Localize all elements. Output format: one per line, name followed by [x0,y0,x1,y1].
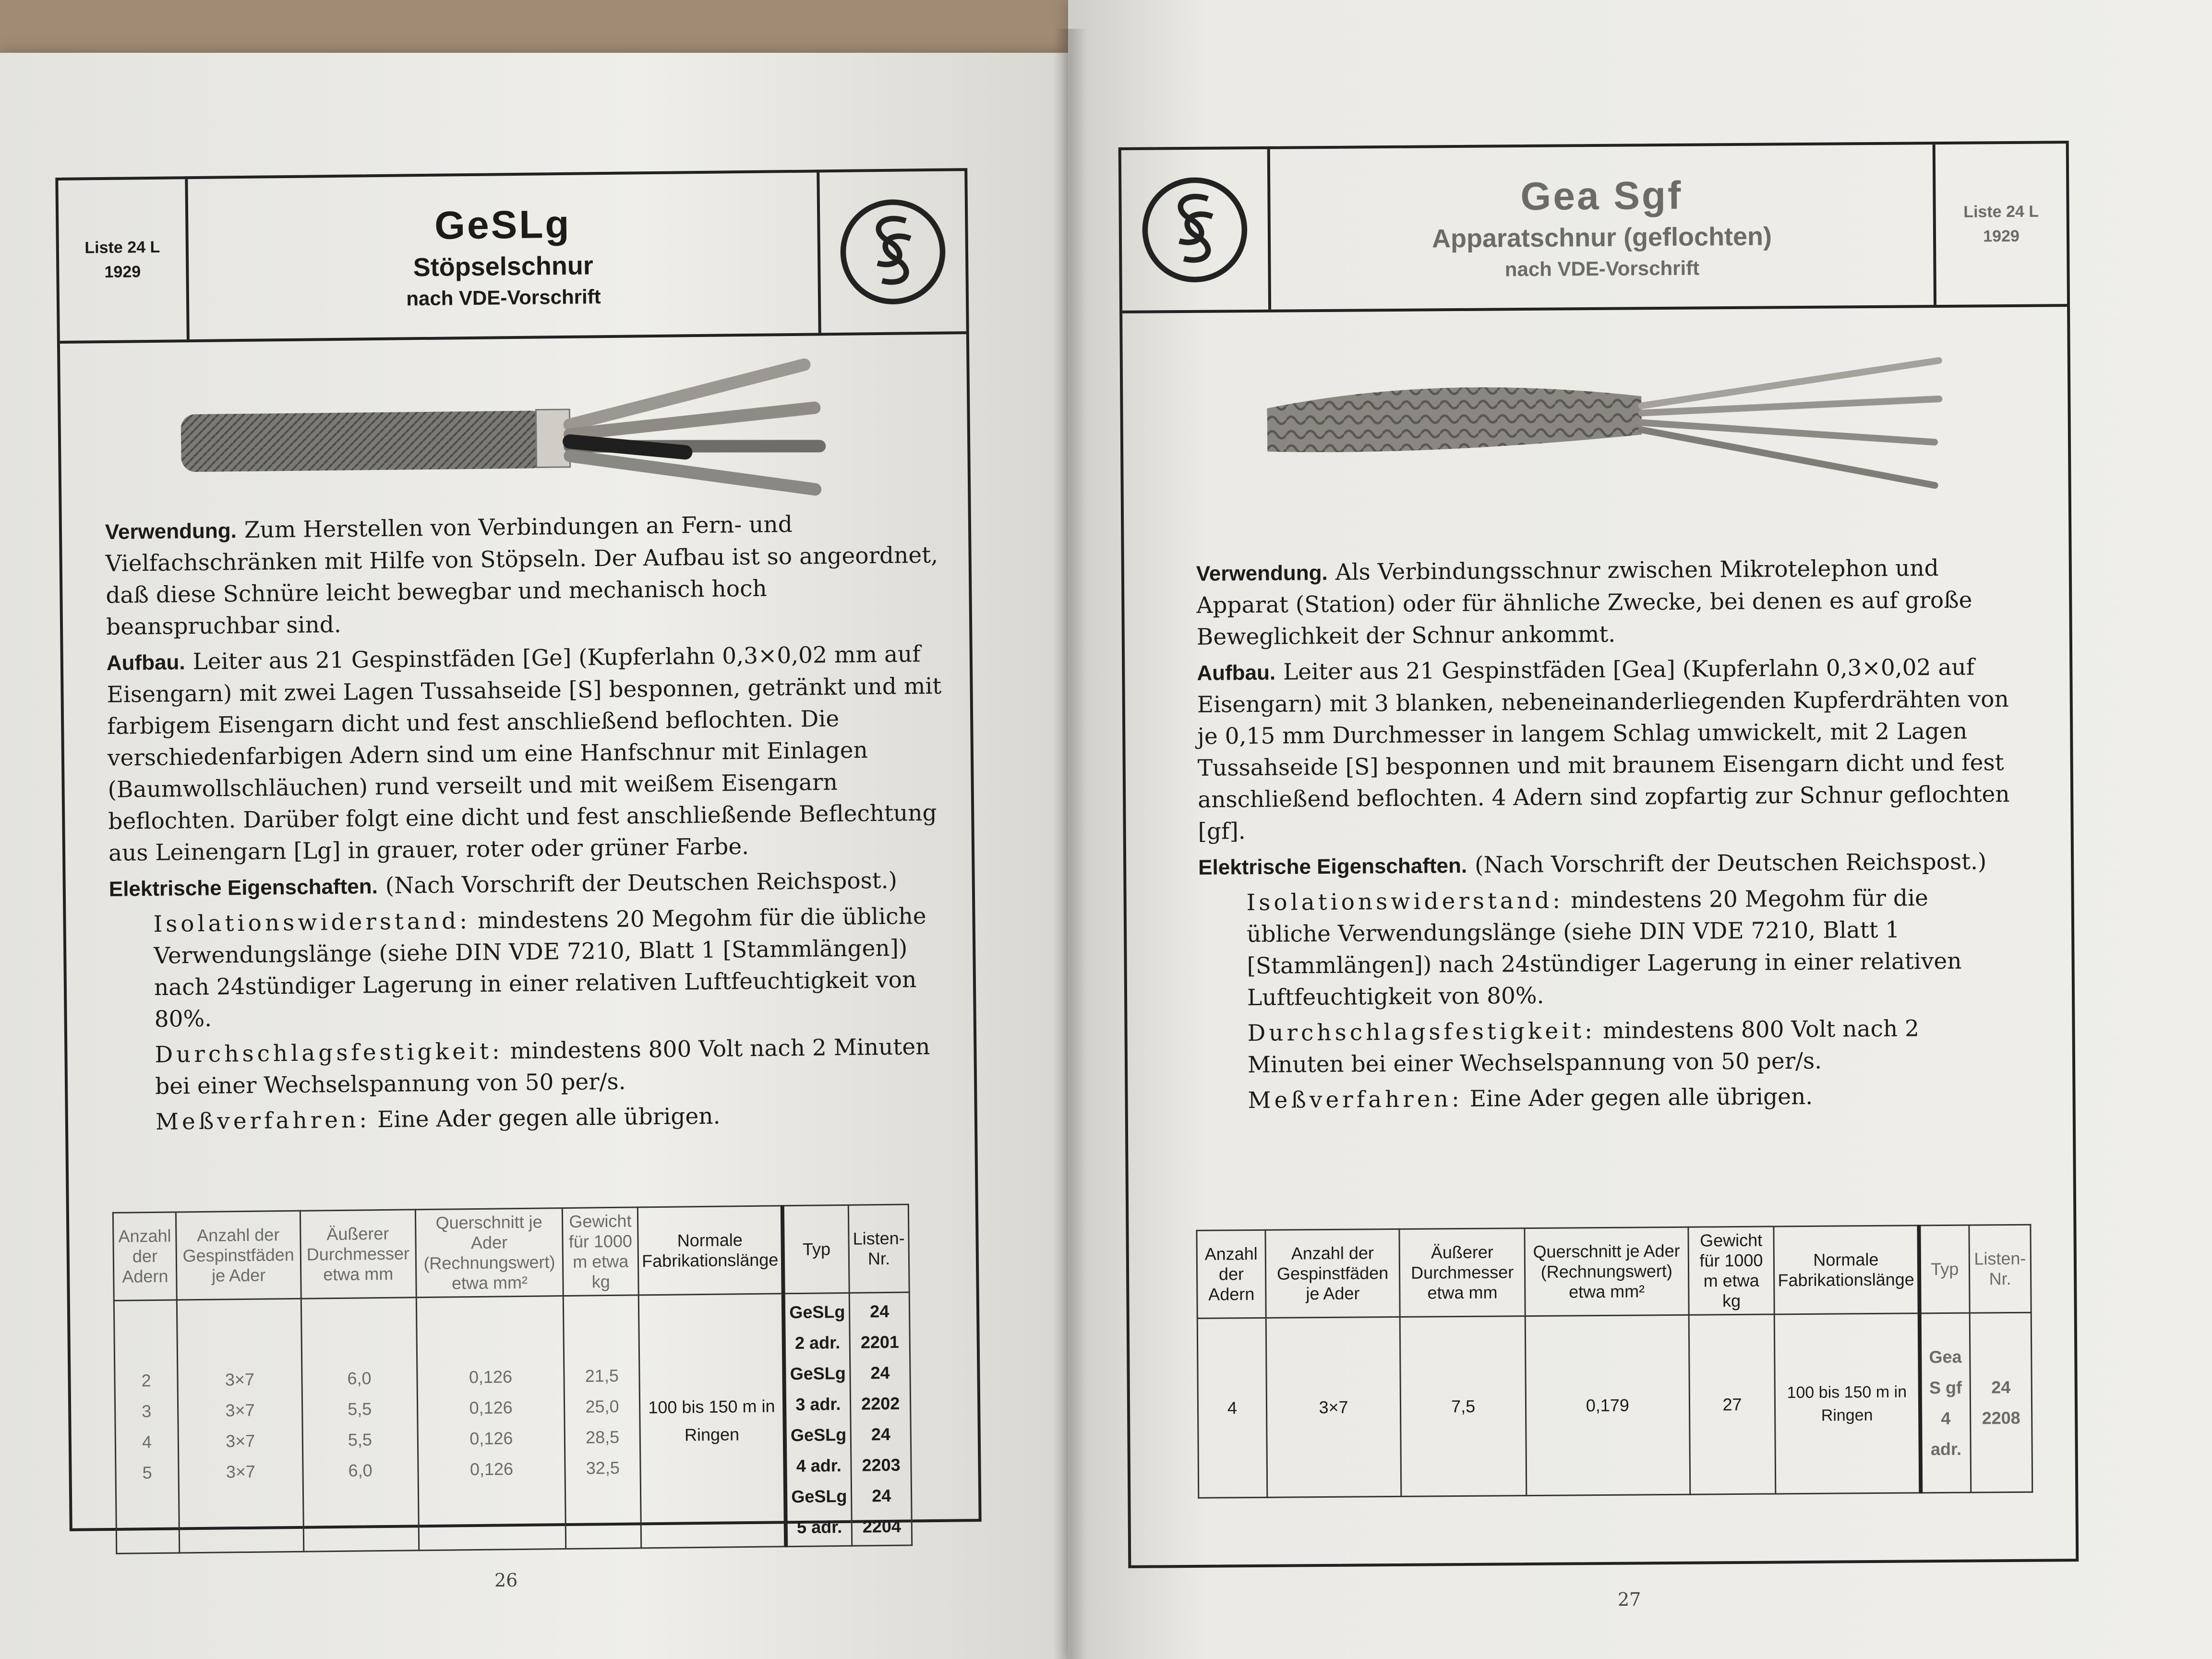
right-th-querschnitt: Querschnitt je Ader (Rechnungswert) etwa mm² [1525,1227,1689,1316]
left-th-adern: Anzahl der Adern [113,1212,177,1300]
right-logo-cell [1121,149,1271,311]
left-catalog-frame [55,168,981,1538]
left-th-gewicht: Gewicht für 1000 m etwa kg [563,1207,639,1296]
left-aufbau-text: Leiter aus 21 Gespinstfäden [Ge] (Kupferlahn 0,3×0,02 mm auf Eisengarn) mit zwei Lagen Tussahseide [S] besponnen, getränkt und mit farbigem Eisengarn dicht und fest anschließend beflochten. Die verschiedenfarbigen Adern sind um eine Hanfschnur mit Einlagen (Baumwollschläuchen) rund verseilt und mit weißem Eisengarn beflochten. Darüber folgt eine dicht und fest anschließende Beflechtung aus Leinengarn [Lg] in grauer, roter oder grüner Farbe. [107,641,942,866]
right-body-text [1196,552,2016,1121]
left-r2-adern: 3 [142,1401,152,1421]
left-r2-durchmesser: 5,5 [347,1399,372,1419]
right-cell-querschnitt: 0,179 [1525,1315,1690,1495]
left-cell-gespinst [177,1298,303,1553]
left-header [58,171,966,344]
left-product-code: GeSLg [434,202,571,248]
right-cell-listennr: 24 2208 [1970,1312,2032,1492]
left-cell-querschnitt [416,1296,566,1551]
right-durchschlag-text: mindestens 800 Volt nach 2 Minuten bei einer Wechselspannung von 50 per/s. [1247,1015,1920,1079]
right-product-code: Gea Sgf [1520,173,1683,219]
left-r4-querschnitt: 0,126 [469,1459,514,1479]
left-isolation-label: Isolationswiderstand: [153,908,471,938]
left-title-cell [188,172,818,339]
left-r2-typ: GeSLg 3 adr. [790,1363,846,1415]
left-verwendung-text: Zum Herstellen von Verbindungen an Fern- und Vielfachschränken mit Hilfe von Stöpseln. Der Aufbau ist so angeordnet, daß diese Schnüre leicht bewegbar und mechanisch hoch beanspruchbar sind. [105,511,938,640]
right-cell-durchmesser: 7,5 [1400,1316,1527,1497]
left-r4-durchmesser: 6,0 [348,1460,373,1480]
left-r2-gespinst: 3×7 [225,1400,255,1420]
right-liste-cell [1933,144,2067,305]
right-aufbau-text: Leiter aus 21 Gespinstfäden [Gea] (Kupferlahn 0,3×0,02 auf Eisengarn) mit 3 blanken, nebeneinanderliegenden Kupferdrähten von je 0,15 mm Durchmesser in langem Schlag umwickelt, mit 2 Lagen Tussahseide [S] besponnen und mit braunem Eisengarn dicht und fest anschließend beflochten. 4 Adern sind zopfartig zur Schnur geflochten [gf]. [1197,654,2010,845]
left-verwendung-label: Verwendung. [105,519,237,544]
right-th-durchmesser: Äußerer Durchmesser etwa mm [1399,1228,1525,1317]
left-th-querschnitt: Querschnitt je Ader (Rechnungswert) etwa mm² [415,1208,564,1298]
right-mess-label: Meßverfahren: [1248,1085,1463,1114]
left-th-durchmesser: Äußerer Durchmesser etwa mm [300,1210,416,1299]
left-mess-text: Eine Ader gegen alle übrigen. [377,1103,721,1133]
right-product-title: Apparatschnur (geflochten) [1431,222,1772,253]
left-cell-gewicht [564,1295,641,1549]
left-r4-adern: 5 [142,1463,152,1483]
right-elektrisch-text: (Nach Vorschrift der Deutschen Reichspost.) [1474,848,1987,878]
left-th-gespinst: Anzahl der Gespinstfäden je Ader [176,1211,301,1300]
left-r1-listennr: 24 2201 [860,1301,900,1352]
right-page-number: 27 [1618,1589,1641,1610]
left-liste-cell [58,179,189,341]
left-r3-gespinst: 3×7 [225,1431,255,1451]
left-r1-querschnitt: 0,126 [469,1367,513,1387]
ss-logo-icon [1139,174,1250,286]
left-page-number: 26 [494,1570,518,1591]
left-r3-listennr: 24 2203 [862,1424,901,1475]
left-durchschlag-label: Durchschlagsfestigkeit: [155,1038,504,1068]
left-r2-listennr: 24 2202 [861,1362,900,1414]
right-liste-line1: Liste 24 L [1963,202,2039,221]
right-cell-fablaenge: 100 bis 150 m in Ringen [1775,1313,1921,1494]
ss-logo-icon [837,196,949,308]
left-cell-durchmesser [301,1298,419,1551]
right-liste-line2: 1929 [1983,227,2020,246]
left-liste-line1: Liste 24 L [84,238,160,257]
left-cell-listennr [849,1292,912,1546]
left-r3-durchmesser: 5,5 [348,1430,373,1450]
right-elektrisch-label: Elektrische Eigenschaften. [1198,854,1467,879]
right-cell-adern: 4 [1197,1318,1267,1498]
right-aufbau-label: Aufbau. [1197,661,1276,685]
left-r2-querschnitt: 0,126 [469,1397,513,1418]
left-cable-photo [180,355,844,505]
right-durchschlag-label: Durchschlagsfestigkeit: [1247,1018,1596,1047]
right-isolation-label: Isolationswiderstand: [1246,887,1564,916]
right-isolation-text: mindestens 20 Megohm für die übliche Verwendungslänge (siehe DIN VDE 7210, Blatt 1 [Stammlängen]) nach 24stündiger Lagerung in einer relativen Luftfeuchtigkeit von 80%. [1246,885,1962,1011]
right-th-gespinst: Anzahl der Gespinstfäden je Ader [1265,1229,1400,1318]
left-r3-adern: 4 [142,1432,152,1452]
table-row [1197,1312,2032,1498]
right-title-cell [1270,144,1934,310]
right-verwendung-label: Verwendung. [1196,561,1328,586]
left-liste-line2: 1929 [104,263,141,281]
left-r4-gewicht: 32,5 [586,1457,620,1478]
right-th-listennr: Listen-Nr. [1969,1225,2031,1313]
right-spec-table [1196,1224,2033,1499]
left-r1-gespinst: 3×7 [225,1369,255,1390]
right-catalog-frame [1118,141,2079,1568]
left-cell-typ [783,1293,852,1546]
left-r4-typ: GeSLg 5 adr. [791,1486,847,1538]
right-th-typ: Typ [1919,1225,1970,1313]
right-th-adern: Anzahl der Adern [1197,1230,1266,1318]
right-cell-gespinst: 3×7 [1266,1317,1401,1497]
left-r1-typ: GeSLg 2 adr. [789,1301,845,1353]
right-cable-photo [1267,351,1949,500]
table-row [114,1292,912,1553]
left-elektrisch-text: (Nach Vorschrift der Deutschen Reichspost.) [385,867,898,899]
left-cell-adern [114,1300,180,1553]
left-body-text [105,507,947,1142]
left-aufbau-label: Aufbau. [106,650,185,675]
left-th-fablaenge: Normale Fabrikationslänge [637,1206,783,1295]
left-elektrisch-label: Elektrische Eigenschaften. [108,875,378,901]
left-r3-typ: GeSLg 4 adr. [790,1424,847,1476]
right-mess-text: Eine Ader gegen alle übrigen. [1469,1083,1813,1112]
book-gutter [1054,29,1087,1659]
left-spec-table [112,1204,913,1554]
left-r3-gewicht: 28,5 [585,1427,620,1447]
left-r4-listennr: 24 2204 [862,1485,902,1537]
right-cell-gewicht: 27 [1689,1314,1776,1494]
left-logo-cell [817,171,966,333]
left-r3-querschnitt: 0,126 [469,1428,513,1449]
right-cell-typ: Gea S gf 4 adr. [1919,1313,1971,1493]
right-verwendung-text: Als Verbindungsschnur zwischen Mikrotelephon und Apparat (Station) oder für ähnliche Zwecke, bei denen es auf große Beweglichkeit der Schnur ankommt. [1196,555,1972,650]
left-r1-durchmesser: 6,0 [347,1368,372,1388]
left-th-listennr: Listen-Nr. [848,1204,909,1293]
left-durchschlag-text: mindestens 800 Volt nach 2 Minuten bei einer Wechselspannung von 50 per/s. [155,1034,930,1100]
left-r1-gewicht: 21,5 [585,1365,619,1386]
right-th-fablaenge: Normale Fabrikationslänge [1774,1226,1919,1314]
right-th-gewicht: Gewicht für 1000 m etwa kg [1688,1226,1775,1315]
left-mess-label: Meßverfahren: [155,1106,371,1135]
left-product-subtitle: nach VDE-Vorschrift [406,285,601,310]
left-r2-gewicht: 25,0 [585,1396,619,1417]
left-cell-fablaenge: 100 bis 150 m in Ringen [638,1294,786,1548]
left-isolation-text: mindestens 20 Megohm für die übliche Verwendungslänge (siehe DIN VDE 7210, Blatt 1 [Stammlängen]) nach 24stündiger Lagerung in einer relativen Luftfeuchtigkeit von 80%. [153,903,926,1033]
left-r4-gespinst: 3×7 [226,1461,256,1482]
left-product-title: Stöpselschnur [413,251,594,282]
left-th-typ: Typ [782,1205,849,1293]
right-product-subtitle: nach VDE-Vorschrift [1504,256,1700,281]
right-header [1121,144,2067,313]
left-r1-adern: 2 [141,1370,151,1391]
